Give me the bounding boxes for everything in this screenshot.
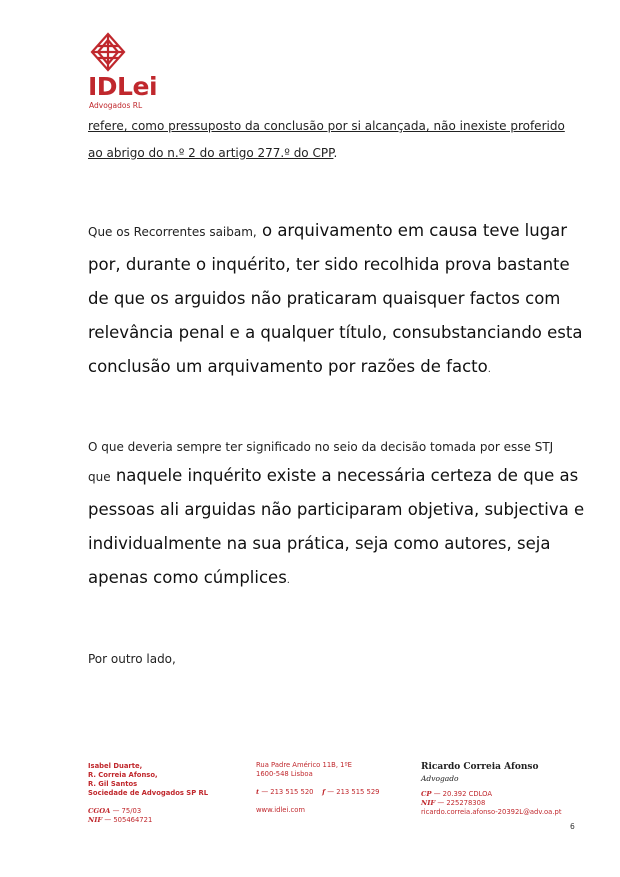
p3-line5-text: apenas como cúmplices xyxy=(88,568,287,587)
footer-address xyxy=(256,761,379,815)
sig-nif-value: — 225278308 xyxy=(437,799,486,807)
sig-nif-label: NIF xyxy=(421,799,436,807)
fax-value: — 213 515 529 xyxy=(327,788,380,796)
p2-line5-end: . xyxy=(487,364,491,375)
paragraph-2-line-5 xyxy=(88,357,576,376)
signature-name: Ricardo Correia Afonso xyxy=(421,762,539,772)
paragraph-3-line-2 xyxy=(88,466,579,485)
footer-firm xyxy=(88,762,208,825)
cgoa-value: — 75/03 xyxy=(112,807,142,815)
paragraph-3-line-5 xyxy=(88,568,576,587)
p1-line2-end: . xyxy=(333,146,338,160)
paragraph-3-line-3: pessoas ali arguidas não participaram objetiva, subjectiva e xyxy=(88,500,585,519)
p1-line2-text: ao abrigo do n.º 2 do artigo 277.º do CPP xyxy=(88,146,334,160)
website-link[interactable]: www.idlei.com xyxy=(256,806,306,814)
page-number: 6 xyxy=(570,822,575,831)
idlei-logo xyxy=(86,32,176,112)
p2-line1-text: o arquivamento em causa teve lugar xyxy=(256,221,568,240)
signature-nif xyxy=(421,799,562,808)
paragraph-2-line-3: de que os arguidos não praticaram quaisquer factos com xyxy=(88,289,561,308)
footer-signature xyxy=(421,762,562,817)
paragraph-4-line-1: Por outro lado, xyxy=(88,652,176,666)
firm-cgoa xyxy=(88,807,208,816)
address-phones xyxy=(256,788,379,797)
cp-value: — 20.392 CDLOA xyxy=(433,790,493,798)
firm-line-1: Isabel Duarte, xyxy=(88,762,143,770)
firm-nif xyxy=(88,816,208,825)
cgoa-label: CGOA xyxy=(88,807,111,815)
signature-cp xyxy=(421,790,562,799)
p1-line1-text: refere, como pressuposto da conclusão por si alcançada, não inexiste proferido xyxy=(88,119,565,133)
paragraph-3-line-1: O que deveria sempre ter significado no seio da decisão tomada por esse STJ xyxy=(88,440,554,454)
address-line-2: 1600-548 Lisboa xyxy=(256,770,313,778)
fax-label: f xyxy=(322,788,326,796)
p3-line2-text: naquele inquérito existe a necessária certeza de que as xyxy=(110,466,579,485)
signature-role: Advogado xyxy=(421,774,459,783)
paragraph-2-line-1 xyxy=(88,221,576,240)
firm-line-4: Sociedade de Advogados SP RL xyxy=(88,789,209,797)
firm-nif-label: NIF xyxy=(88,816,103,824)
paragraph-1-line-1 xyxy=(88,119,576,133)
logo-subtitle: Advogados RL xyxy=(89,101,143,110)
firm-line-2: R. Correia Afonso, xyxy=(88,771,158,779)
firm-nif-value: — 505464721 xyxy=(104,816,153,824)
cp-label: CP xyxy=(421,790,432,798)
signature-email[interactable]: ricardo.correia.afonso-20392L@adv.oa.pt xyxy=(421,808,562,816)
address-line-1: Rua Padre Américo 11B, 1ºE xyxy=(256,761,352,769)
idlei-logo-mark-icon xyxy=(90,32,126,72)
tel-value: — 213 515 520 xyxy=(261,788,314,796)
paragraph-2-line-2: por, durante o inquérito, ter sido recolhida prova bastante xyxy=(88,255,570,274)
p2-line5-text: conclusão um arquivamento por razões de facto xyxy=(88,357,488,376)
paragraph-1-line-2 xyxy=(88,146,576,160)
tel-label: t xyxy=(256,788,260,796)
paragraph-2-line-4: relevância penal e a qualquer título, consubstanciando esta xyxy=(88,323,583,342)
p2-lead: Que os Recorrentes saibam, xyxy=(88,225,257,239)
paragraph-3-line-4: individualmente na sua prática, seja como autores, seja xyxy=(88,534,551,553)
p3-line5-end: . xyxy=(286,575,290,586)
logo-wordmark: IDLei xyxy=(88,72,158,101)
p3-line2-lead: que xyxy=(88,470,111,484)
firm-line-3: R. Gil Santos xyxy=(88,780,138,788)
